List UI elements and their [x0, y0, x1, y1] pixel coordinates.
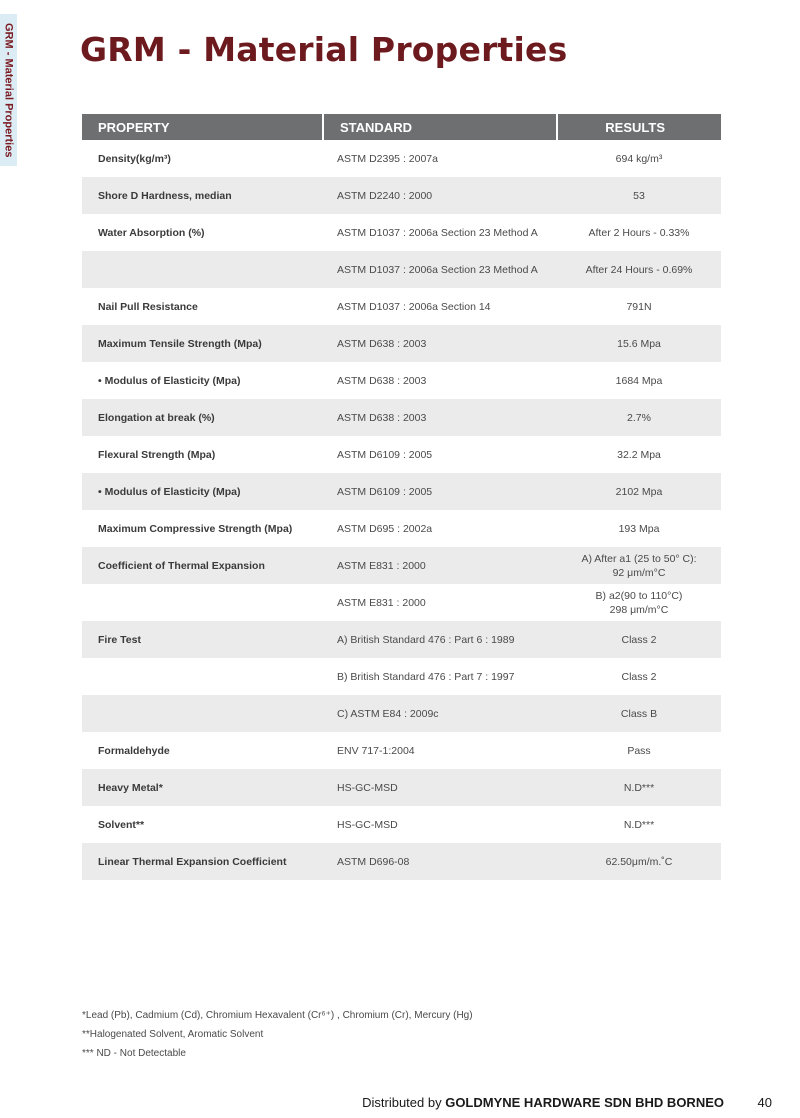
cell-result [557, 140, 721, 177]
cell-result [557, 325, 721, 362]
footnotes [82, 1010, 473, 1067]
table-row [82, 547, 721, 584]
cell-standard: ASTM E831 : 2000 [323, 547, 557, 584]
result-line: 791N [626, 300, 652, 313]
result-line: 92 μm/m°C [612, 566, 666, 579]
table-row [82, 436, 721, 473]
footer-company: GOLDMYNE HARDWARE SDN BHD BORNEO [445, 1095, 724, 1110]
result-line: Pass [627, 744, 651, 757]
result-line: 1684 Mpa [615, 374, 663, 387]
result-line: 62.50μm/m.˚C [605, 855, 673, 868]
cell-standard: ASTM E831 : 2000 [337, 596, 426, 609]
table-row [82, 251, 721, 288]
header-property: PROPERTY [82, 114, 323, 140]
result-line: 53 [633, 189, 645, 202]
cell-standard: HS-GC-MSD [323, 769, 557, 806]
properties-table [82, 114, 721, 880]
cell-result [557, 621, 721, 658]
table-row [82, 362, 721, 399]
cell-standard: ASTM D2395 : 2007a [337, 152, 438, 165]
cell-property: Heavy Metal* [82, 769, 323, 806]
cell-property: Maximum Compressive Strength (Mpa) [98, 522, 293, 535]
cell-result [557, 288, 721, 325]
result-line: Class 2 [621, 670, 657, 683]
table-row [82, 806, 721, 843]
cell-property: Solvent** [98, 818, 145, 831]
page-title: GRM - Material Properties [80, 30, 568, 69]
table-row [82, 140, 721, 177]
cell-standard: HS-GC-MSD [337, 818, 398, 831]
table-row [82, 769, 721, 806]
cell-standard: B) British Standard 476 : Part 7 : 1997 [337, 670, 515, 683]
footer-prefix: Distributed by [362, 1095, 446, 1110]
cell-property [82, 658, 323, 695]
table-row [82, 510, 721, 547]
cell-property: Flexural Strength (Mpa) [98, 448, 216, 461]
cell-property: Elongation at break (%) [82, 399, 323, 436]
result-line: 694 kg/m³ [615, 152, 663, 165]
cell-property: Maximum Tensile Strength (Mpa) [82, 325, 323, 362]
result-line: N.D*** [623, 781, 655, 794]
header-standard: STANDARD [323, 114, 557, 140]
cell-property: Nail Pull Resistance [98, 300, 198, 313]
result-line: 2.7% [627, 411, 651, 424]
table-row [82, 658, 721, 695]
footnote: *** ND - Not Detectable [82, 1048, 186, 1059]
cell-property: • Modulus of Elasticity (Mpa) [98, 374, 241, 387]
cell-property: Linear Thermal Expansion Coefficient [82, 843, 323, 880]
cell-standard: C) ASTM E84 : 2009c [323, 695, 557, 732]
result-line: A) After a1 (25 to 50° C): [581, 552, 697, 565]
result-line: After 2 Hours - 0.33% [588, 226, 690, 239]
cell-standard: ASTM D1037 : 2006a Section 23 Method A [323, 251, 557, 288]
cell-standard: ASTM D2240 : 2000 [323, 177, 557, 214]
header-results: RESULTS [557, 114, 721, 140]
cell-standard: ENV 717-1:2004 [337, 744, 415, 757]
table-row [82, 399, 721, 436]
cell-property [82, 251, 323, 288]
cell-property: Coefficient of Thermal Expansion [82, 547, 323, 584]
table-row [82, 288, 721, 325]
side-tab-label: GRM - Material Properties [2, 22, 15, 158]
cell-property: Density(kg/m³) [98, 152, 171, 165]
cell-standard: ASTM D638 : 2003 [337, 374, 427, 387]
cell-result [557, 584, 721, 621]
footnote: *Lead (Pb), Cadmium (Cd), Chromium Hexavalent (Cr⁶⁺) , Chromium (Cr), Mercury (Hg) [82, 1010, 473, 1021]
cell-property: Fire Test [82, 621, 323, 658]
cell-result [557, 362, 721, 399]
result-line: After 24 Hours - 0.69% [585, 263, 693, 276]
table-row [82, 584, 721, 621]
cell-standard: A) British Standard 476 : Part 6 : 1989 [323, 621, 557, 658]
page-number: 40 [757, 1095, 772, 1110]
table-row [82, 732, 721, 769]
result-line: N.D*** [623, 818, 655, 831]
cell-property: Water Absorption (%) [98, 226, 205, 239]
cell-standard: ASTM D1037 : 2006a Section 14 [337, 300, 491, 313]
cell-property: Formaldehyde [98, 744, 170, 757]
table-header-row [82, 114, 721, 140]
cell-result [557, 436, 721, 473]
table-row [82, 695, 721, 732]
cell-result [557, 547, 721, 584]
side-tab [0, 14, 17, 166]
footnote: **Halogenated Solvent, Aromatic Solvent [82, 1029, 264, 1040]
table-row [82, 621, 721, 658]
table-body [82, 140, 721, 880]
cell-standard: ASTM D6109 : 2005 [323, 473, 557, 510]
table-row [82, 325, 721, 362]
table-row [82, 214, 721, 251]
cell-property [82, 584, 323, 621]
cell-result [557, 473, 721, 510]
cell-property: • Modulus of Elasticity (Mpa) [82, 473, 323, 510]
cell-property: Shore D Hardness, median [82, 177, 323, 214]
cell-standard: ASTM D695 : 2002a [337, 522, 433, 535]
cell-standard: ASTM D638 : 2003 [323, 399, 557, 436]
cell-result [557, 658, 721, 695]
result-line: 32.2 Mpa [617, 448, 661, 461]
cell-standard: ASTM D696-08 [323, 843, 557, 880]
result-line: 298 μm/m°C [609, 603, 669, 616]
cell-result [557, 510, 721, 547]
cell-result [557, 769, 721, 806]
result-line: B) a2(90 to 110°C) [595, 589, 683, 602]
result-line: Class B [620, 707, 658, 720]
cell-result [557, 732, 721, 769]
cell-result [557, 695, 721, 732]
table-row [82, 177, 721, 214]
cell-result [557, 214, 721, 251]
cell-result [557, 806, 721, 843]
result-line: 15.6 Mpa [617, 337, 661, 350]
distributor-footer [362, 1095, 724, 1110]
cell-standard: ASTM D638 : 2003 [323, 325, 557, 362]
cell-standard: ASTM D6109 : 2005 [337, 448, 433, 461]
cell-standard: ASTM D1037 : 2006a Section 23 Method A [337, 226, 538, 239]
cell-result [557, 399, 721, 436]
table-row [82, 473, 721, 510]
cell-property [82, 695, 323, 732]
result-line: 193 Mpa [618, 522, 660, 535]
table-row [82, 843, 721, 880]
cell-result [557, 843, 721, 880]
result-line: 2102 Mpa [615, 485, 663, 498]
cell-result [557, 251, 721, 288]
cell-result [557, 177, 721, 214]
result-line: Class 2 [621, 633, 657, 646]
